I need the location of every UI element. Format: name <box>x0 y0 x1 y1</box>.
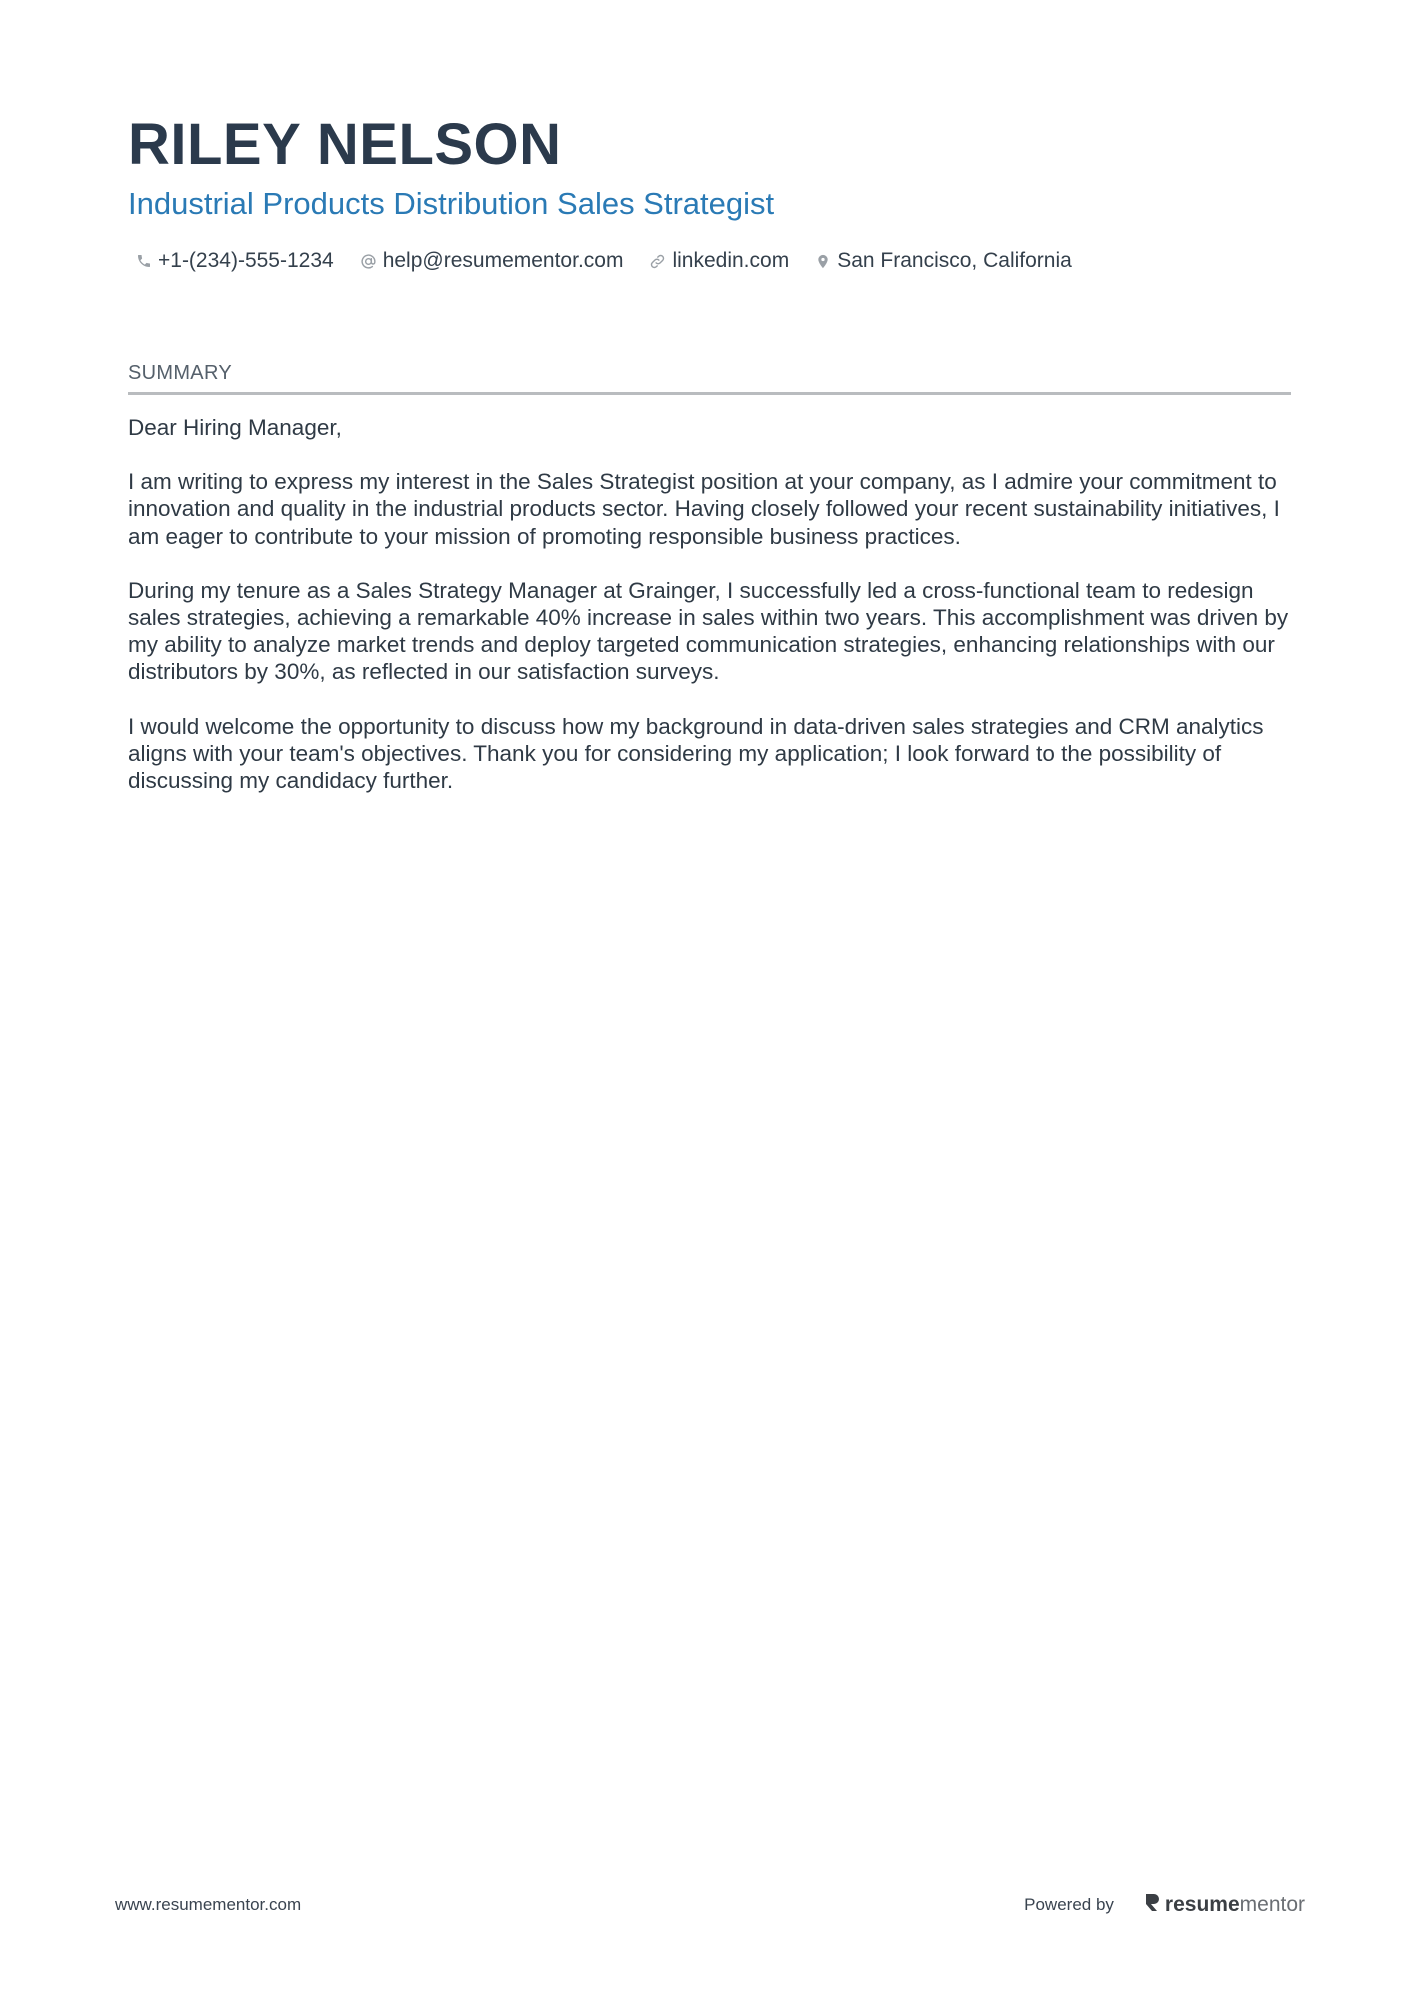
body-paragraph: I would welcome the opportunity to discuss how my background in data-driven sales strategies and CRM analytics aligns with your team's objectives. Thank you for considering my application; I look forward to the possibility of discussing my candidacy further. <box>128 713 1264 794</box>
contact-linkedin <box>649 246 789 276</box>
body-paragraph: During my tenure as a Sales Strategy Manager at Grainger, I successfully led a cross-functional team to redesign sales strategies, achieving a remarkable 40% increase in sales within two years. This accomplishment was driven by my ability to analyze market trends and deploy targeted communication strategies, enhancing relationships with our distributors by 30%, as reflected in our satisfaction surveys. <box>128 577 1289 685</box>
brand-logo[interactable] <box>1144 1892 1305 1918</box>
linkedin-link[interactable]: linkedin.com <box>672 249 790 272</box>
contact-phone <box>136 246 334 276</box>
powered-by-label: Powered by <box>1024 1895 1114 1914</box>
phone-icon <box>136 253 152 269</box>
body-paragraph: I am writing to express my interest in the Sales Strategist position at your company, as I admire your commitment to innovation and quality in the industrial products sector. Having closely followed your recent sustainability initiatives, I am eager to contribute to your mission of promoting responsible business practices. <box>128 469 1280 549</box>
brand-name-light: mentor <box>1239 1893 1305 1916</box>
email-link[interactable]: help@resumementor.com <box>382 249 624 272</box>
brand-name-bold: resume <box>1164 1893 1240 1916</box>
contact-bar <box>136 246 1072 276</box>
summary-body <box>128 414 1291 821</box>
contact-email <box>360 246 624 276</box>
resumementor-logo-icon <box>1144 1892 1160 1918</box>
footer-website[interactable]: www.resumementor.com <box>115 1895 302 1914</box>
location-text: San Francisco, California <box>837 249 1072 272</box>
link-icon <box>649 253 666 270</box>
candidate-name: RILEY NELSON <box>128 112 562 177</box>
summary-section-header <box>128 360 1291 395</box>
job-title: Industrial Products Distribution Sales Strategist <box>128 186 775 221</box>
summary-heading: SUMMARY <box>128 362 232 384</box>
phone-text: +1-(234)-555-1234 <box>158 249 334 272</box>
footer-branding <box>1024 1892 1305 1918</box>
contact-location <box>815 246 1072 276</box>
map-pin-icon <box>815 253 831 270</box>
at-icon <box>360 253 377 270</box>
salutation: Dear Hiring Manager, <box>128 415 342 440</box>
